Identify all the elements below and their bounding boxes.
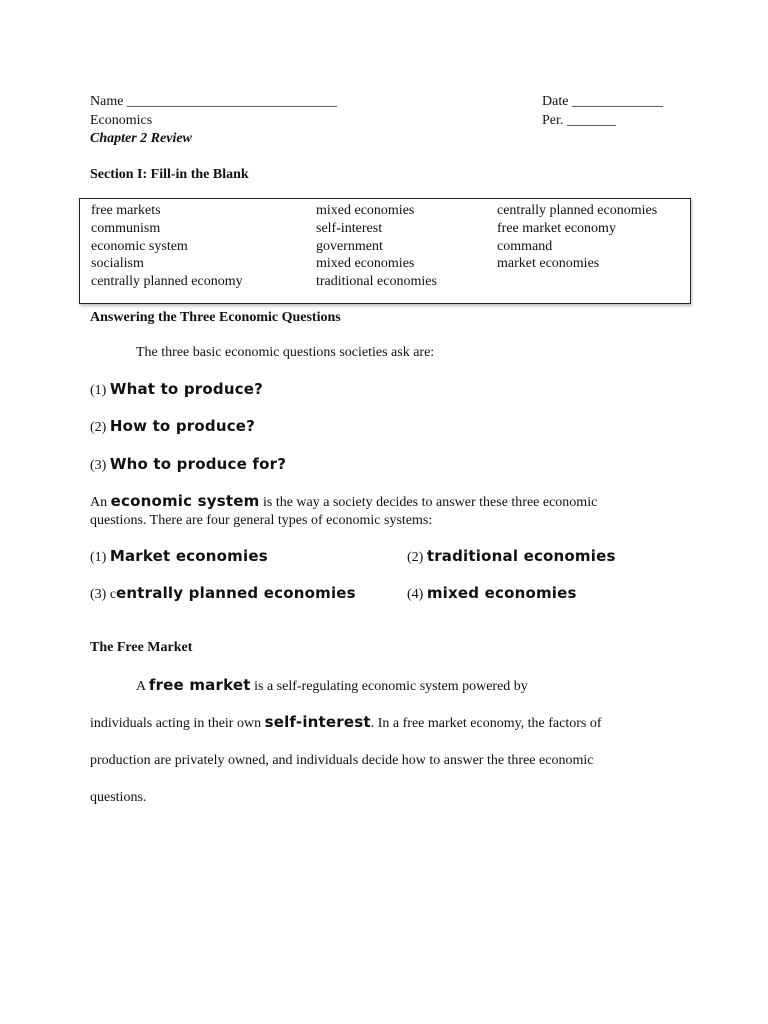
handwritten-answer: traditional economies [426, 547, 616, 565]
free-market-line4: questions. [90, 790, 147, 805]
word-bank-item: free market economy [497, 220, 616, 236]
item-number: (1) [90, 550, 107, 565]
free-market-line2 [90, 714, 602, 732]
word-bank-item: market economies [497, 256, 600, 272]
item-number: (4) [407, 587, 424, 602]
question-2 [90, 418, 255, 436]
word-bank-item: centrally planned economy [91, 274, 243, 290]
word-bank-item: economic system [91, 238, 188, 254]
sentence-text: individuals acting in their own [90, 716, 262, 731]
question-number: (3) [90, 458, 107, 473]
word-bank-item: centrally planned economies [497, 203, 658, 218]
word-bank-item: self-interest [316, 220, 383, 236]
course-name: Economics [90, 113, 153, 128]
chapter-title: Chapter 2 Review [90, 131, 192, 146]
system-type-3 [90, 585, 356, 603]
handwritten-answer: economic system [110, 492, 260, 510]
word-bank-item: communism [91, 220, 161, 236]
question-1 [90, 381, 263, 399]
sentence-text: is the way a society decides to answer these three economic [262, 495, 598, 510]
three-questions-intro: The three basic economic questions societies ask are: [136, 345, 435, 360]
item-number: (2) [407, 550, 424, 565]
period-line [542, 112, 616, 129]
sentence-text: A [136, 679, 146, 694]
section1-title: Section I: Fill-in the Blank [90, 167, 249, 182]
system-type-2 [407, 548, 616, 566]
date-line [542, 93, 663, 110]
free-market-line3: production are privately owned, and individuals decide how to answer the three economic [90, 753, 594, 768]
question-number: (2) [90, 420, 107, 435]
free-market-heading: The Free Market [90, 640, 193, 655]
handwritten-answer: Who to produce for? [109, 455, 287, 473]
handwritten-answer: What to produce? [109, 380, 264, 398]
item-number: (3) c [90, 587, 117, 602]
economic-system-line2: questions. There are four general types of economic systems: [90, 513, 433, 528]
word-bank-col3 [497, 202, 657, 273]
question-number: (1) [90, 383, 107, 398]
name-label: Name [90, 94, 124, 109]
free-market-line1 [136, 677, 528, 695]
handwritten-answer: self-interest [264, 713, 371, 731]
handwritten-answer: mixed economies [426, 584, 577, 602]
word-bank-item: free markets [91, 203, 161, 218]
word-bank-item: command [497, 238, 553, 254]
period-blank: _______ [566, 113, 616, 128]
date-label: Date [542, 94, 569, 109]
word-bank-item: mixed economies [316, 256, 415, 272]
economic-system-sentence [90, 493, 597, 511]
sentence-text: . In a free market economy, the factors of [370, 716, 602, 731]
handwritten-answer: free market [148, 676, 251, 694]
word-bank-col1 [91, 202, 243, 291]
word-bank-item: traditional economies [316, 274, 437, 290]
three-questions-heading: Answering the Three Economic Questions [90, 310, 341, 325]
name-blank: ______________________________ [126, 94, 337, 109]
word-bank [79, 198, 691, 304]
period-label: Per. [542, 113, 564, 128]
word-bank-item: government [316, 238, 383, 254]
system-type-4 [407, 585, 577, 603]
sentence-text: is a self-regulating economic system powered by [254, 679, 528, 694]
word-bank-item: socialism [91, 256, 144, 272]
date-blank: _____________ [571, 94, 663, 109]
handwritten-answer: Market economies [109, 547, 268, 565]
handwritten-answer: How to produce? [109, 417, 256, 435]
word-bank-col2 [316, 202, 437, 291]
word-bank-item: mixed economies [316, 203, 415, 218]
system-type-1 [90, 548, 268, 566]
name-line [90, 93, 337, 110]
question-3 [90, 456, 286, 474]
handwritten-answer: entrally planned economies [116, 584, 356, 602]
sentence-text: An [90, 495, 108, 510]
